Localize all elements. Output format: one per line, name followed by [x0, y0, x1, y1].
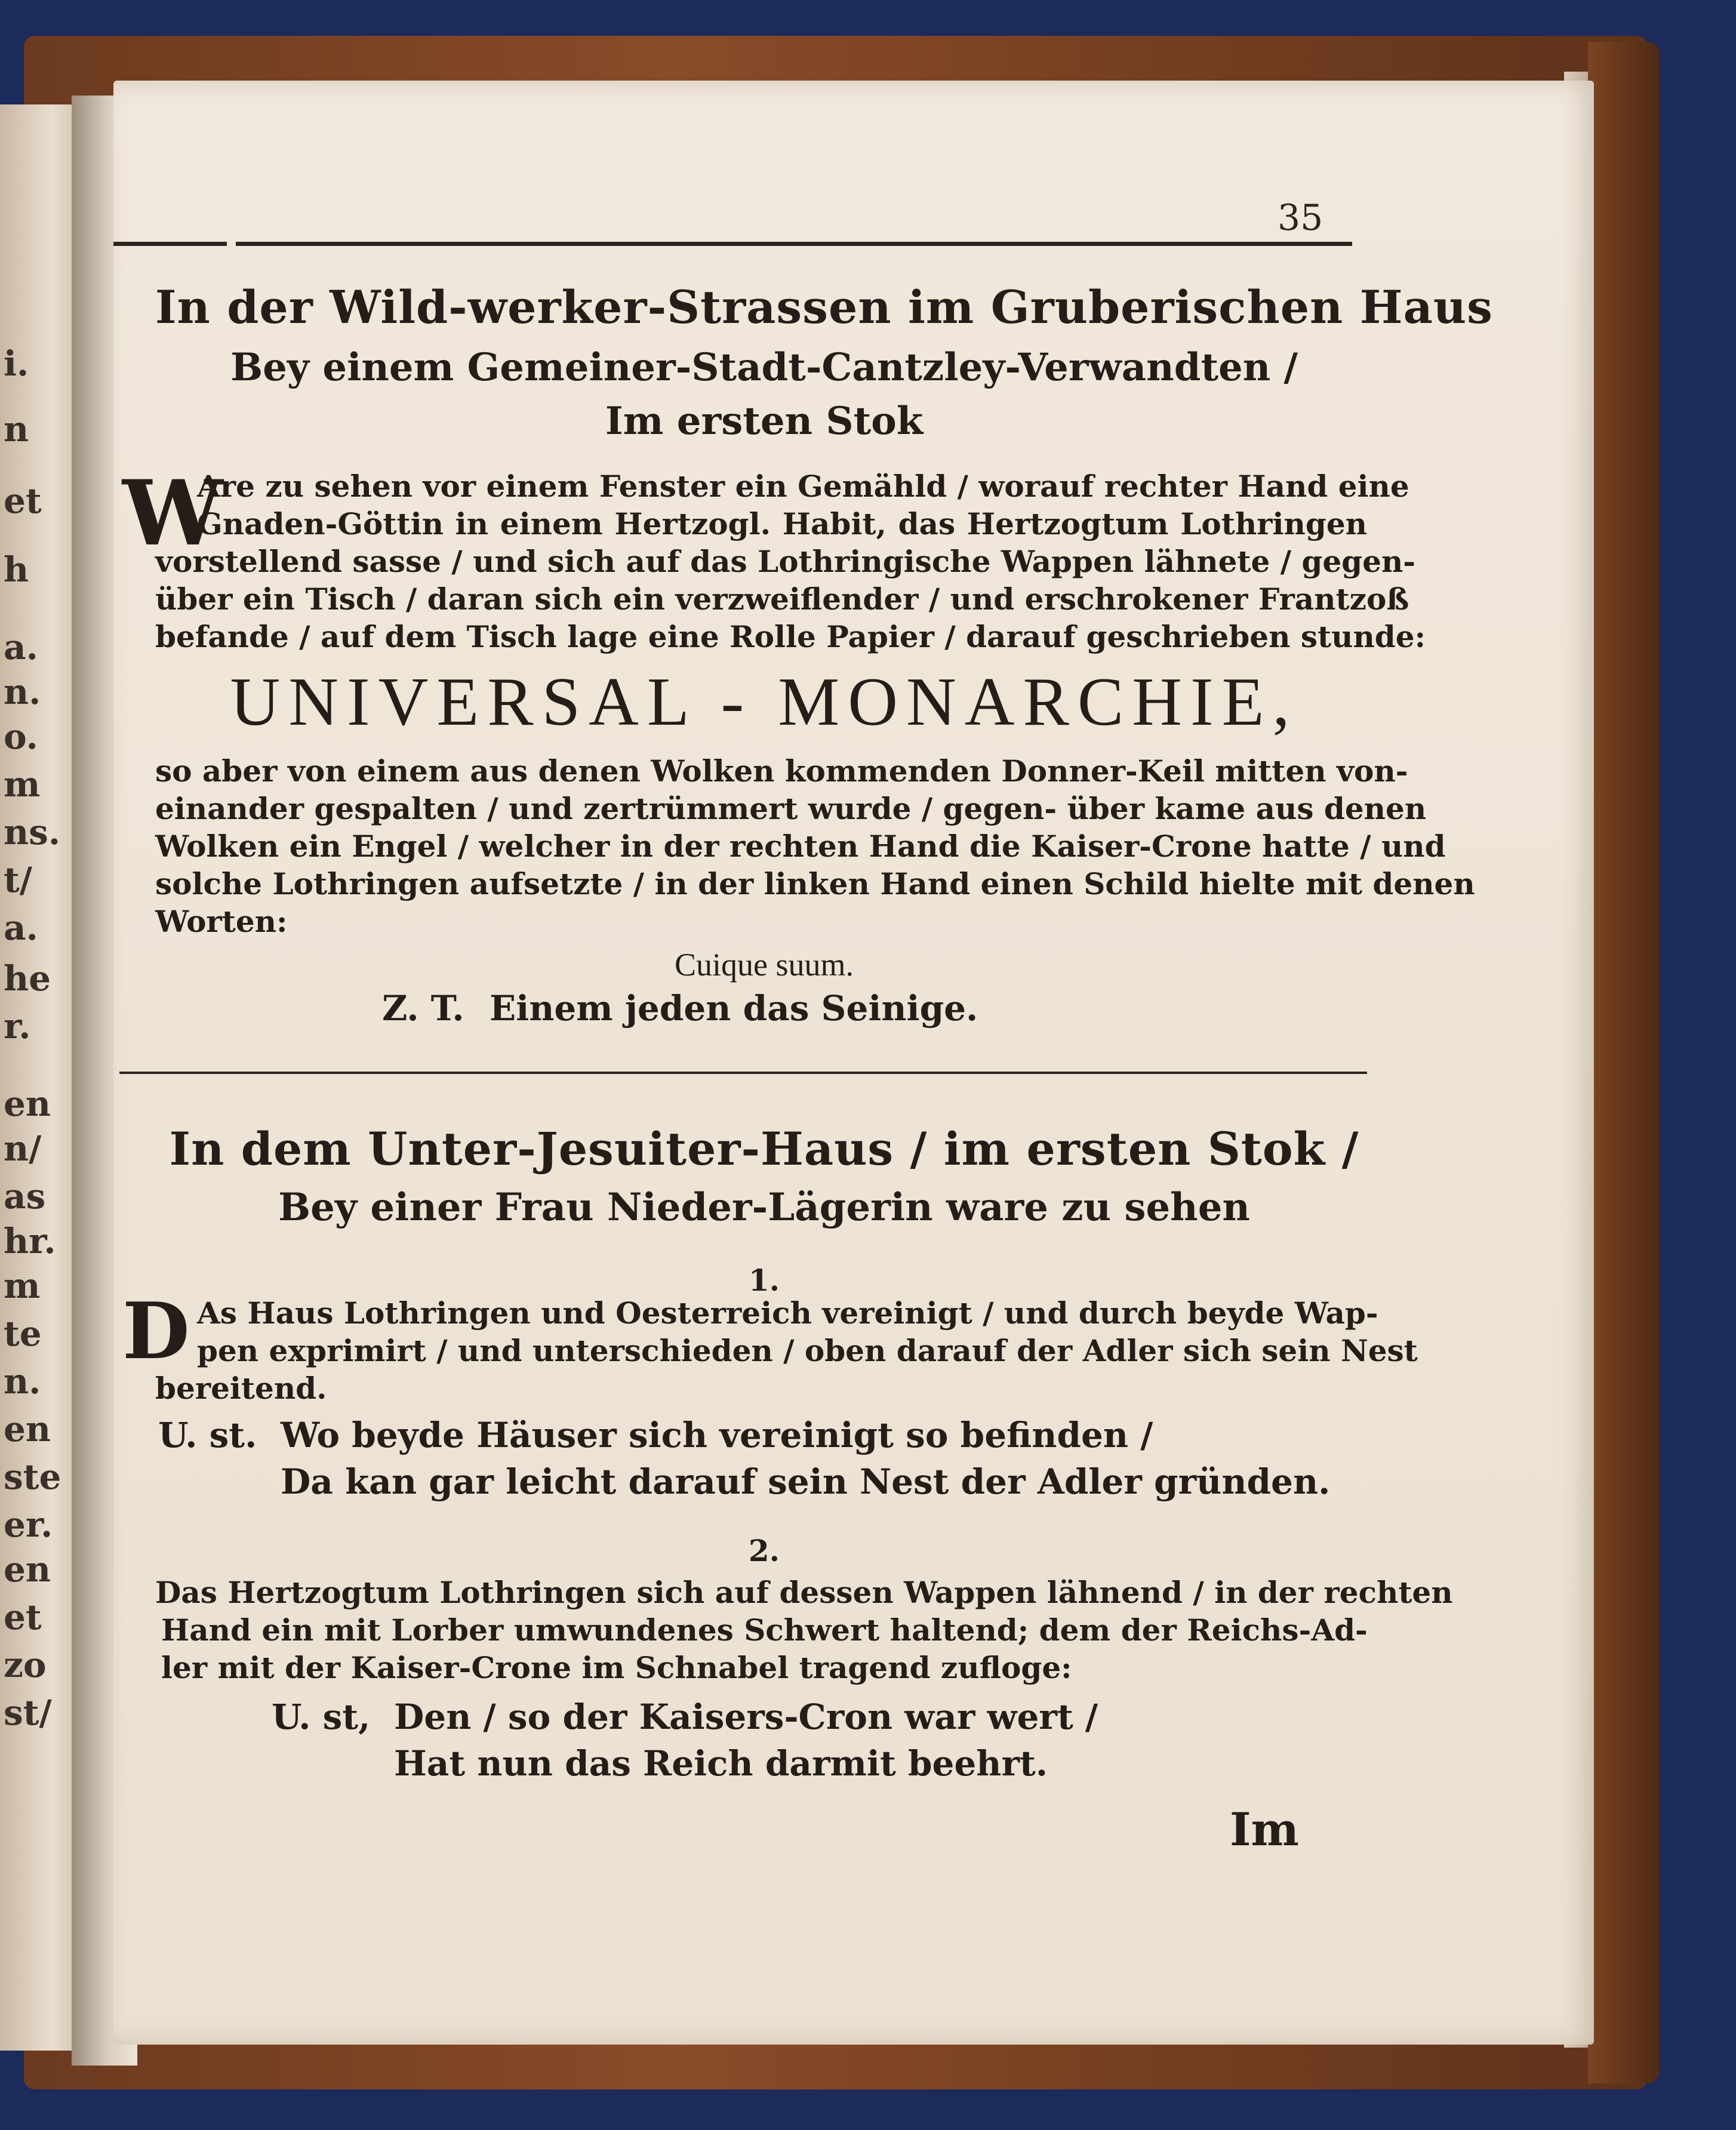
section2-heading: In dem Unter-Jesuiter-Haus / im ersten Stok / — [169, 1122, 1359, 1175]
item2-line-3: ler mit der Kaiser-Crone im Schnabel tragend zufloge: — [161, 1650, 1072, 1685]
item1-line-3: bereitend. — [155, 1371, 327, 1406]
left-page-fragment: te — [4, 1313, 42, 1354]
item1-drop-cap: D — [122, 1285, 190, 1377]
item2-line-2: Hand ein mit Lorber umwundenes Schwert haltend; dem der Reichs-Ad- — [161, 1612, 1368, 1648]
left-page-fragment: i. — [4, 343, 29, 384]
item2-verse-1: Den / so der Kaisers-Cron war wert / — [394, 1697, 1098, 1737]
left-page-fragment: et — [4, 1597, 42, 1637]
section1-heading: In der Wild-werker-Strassen im Gruberischen Haus — [155, 281, 1493, 334]
left-page-fragment: n/ — [4, 1128, 42, 1169]
left-page-fragment: t/ — [4, 860, 32, 900]
left-page-fragment: n. — [4, 1361, 41, 1402]
left-page-fragment: en — [4, 1409, 51, 1449]
section1-line-9: solche Lothringen aufsetzte / in der linken Hand einen Schild hielte mit denen — [155, 866, 1475, 901]
item1-number: 1. — [748, 1263, 780, 1298]
left-page-fragment: en — [4, 1084, 51, 1124]
section1-floor: Im ersten Stok — [605, 399, 924, 444]
item2-number: 2. — [748, 1533, 780, 1568]
item1-line-1: As Haus Lothringen und Oesterreich vereinigt / und durch beyde Wap- — [197, 1295, 1378, 1331]
left-page-fragment: er. — [4, 1504, 53, 1545]
motto-german-prefix: Z. T. — [382, 988, 464, 1029]
section1-line-6: so aber von einem aus denen Wolken kommenden Donner-Keil mitten von- — [155, 753, 1408, 789]
left-page-fragment: h — [4, 549, 29, 590]
left-page-fragment: et — [4, 481, 42, 521]
left-page-fragment: ste — [4, 1457, 61, 1497]
left-page-fragment: o. — [4, 716, 38, 757]
section1-subheading: Bey einem Gemeiner-Stadt-Cantzley-Verwandten / — [230, 345, 1298, 390]
item1-verse-2: Da kan gar leicht darauf sein Nest der Adler gründen. — [281, 1461, 1331, 1502]
catchword: Im — [1230, 1803, 1299, 1856]
section2-subheading: Bey einer Frau Nieder-Lägerin ware zu sehen — [278, 1185, 1250, 1230]
section1-line-8: Wolken ein Engel / welcher in der rechten Hand die Kaiser-Crone hatte / und — [155, 829, 1446, 864]
left-page-fragment: en — [4, 1549, 51, 1590]
left-page-fragment: a. — [4, 907, 38, 948]
left-page-fragment: r. — [4, 1006, 31, 1046]
item2-verse-label: U. st, — [272, 1697, 371, 1737]
section1-line-4: über ein Tisch / daran sich ein verzweiflender / und erschrokener Frantzoß — [155, 581, 1409, 617]
section1-line-10: Worten: — [155, 904, 288, 939]
left-page-fragment: st/ — [4, 1692, 52, 1733]
page-number: 35 — [1278, 197, 1323, 239]
section1-line-7: einander gespalten / und zertrümmert wurde / gegen- über kame aus denen — [155, 791, 1427, 826]
header-rule-short — [113, 242, 227, 246]
motto-latin: Cuique suum. — [674, 947, 854, 983]
book-binding-edge — [1588, 42, 1660, 2083]
left-page-fragment: as — [4, 1176, 46, 1217]
section1-line-3: vorstellend sasse / und sich auf das Lothringische Wappen lähnete / gegen- — [155, 544, 1416, 579]
universal-monarchie-banner: UNIVERSAL - MONARCHIE, — [230, 664, 1298, 740]
left-page-fragment: a. — [4, 627, 38, 667]
item2-line-1: Das Hertzogtum Lothringen sich auf dessen Wappen lähnend / in der rechten — [155, 1575, 1453, 1610]
left-page-fragment: zo — [4, 1645, 47, 1685]
left-page-fragment: ns. — [4, 812, 61, 852]
item2-verse-2: Hat nun das Reich darmit beehrt. — [394, 1743, 1048, 1784]
motto-german: Einem jeden das Seinige. — [490, 988, 978, 1029]
left-page-fragment: n. — [4, 672, 41, 712]
item1-verse-label: U. st. — [158, 1415, 257, 1455]
left-page-fragment: he — [4, 958, 51, 999]
left-page-fragment: hr. — [4, 1221, 56, 1261]
item1-verse-1: Wo beyde Häuser sich vereinigt so befinden / — [281, 1415, 1153, 1455]
left-page-fragment: n — [4, 409, 29, 450]
section1-line-2: Gnaden-Göttin in einem Hertzogl. Habit, das Hertzogtum Lothringen — [197, 506, 1367, 541]
section-divider — [119, 1072, 1367, 1074]
left-page-fragment: m — [4, 1266, 41, 1306]
section1-line-5: befande / auf dem Tisch lage eine Rolle Papier / darauf geschrieben stunde: — [155, 619, 1426, 654]
item1-line-2: pen exprimirt / und unterschieden / oben darauf der Adler sich sein Nest — [197, 1333, 1418, 1368]
section1-line-1: Are zu sehen vor einem Fenster ein Gemähld / worauf rechter Hand eine — [197, 469, 1409, 504]
header-rule-long — [236, 242, 1352, 246]
left-page-fragment: m — [4, 764, 41, 805]
section1-drop-cap: W — [122, 461, 223, 566]
